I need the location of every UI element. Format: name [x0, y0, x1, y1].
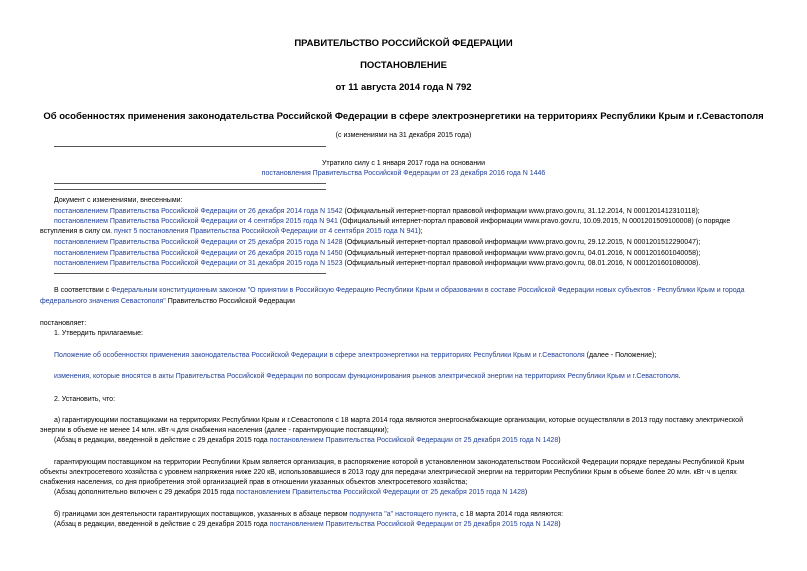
regulation-link[interactable]: Положение об особенностях применения законодательства Российской Федерации в сфере электроэнергетики на территориях Республики Крым и г.Севастополя	[54, 352, 585, 359]
amendment-item: постановлением Правительства Российской Федерации от 25 декабря 2015 года N 1428 (Официальный интернет-портал правовой информации www.pravo.gov.ru, 29.12.2015, N 0001201512290047);	[54, 239, 701, 246]
divider	[54, 146, 326, 147]
amendment-item: постановлением Правительства Российской Федерации от 4 сентября 2015 года N 941 (Официальный интернет-портал правовой информации www.pravo.gov.ru, 10.09.2015, N 0001201509100008) (о порядке	[54, 218, 731, 225]
amendments-intro: Документ с изменениями, внесенными:	[54, 197, 183, 204]
note-link[interactable]: постановлением Правительства Российской Федерации от 25 декабря 2015 года N 1428	[236, 489, 525, 496]
expired-note: Утратило силу с 1 января 2017 года на основании	[321, 160, 486, 167]
amendment-link[interactable]: постановлением Правительства Российской Федерации от 25 декабря 2015 года N 1428	[54, 239, 343, 246]
preamble-line-continuation: федерального значения Севастополя" Правительство Российской Федерации	[40, 298, 295, 305]
expired-link[interactable]: постановления Правительства Российской Федерации от 23 декабря 2016 года N 1446	[261, 170, 546, 177]
government-heading: ПРАВИТЕЛЬСТВО РОССИЙСКОЙ ФЕДЕРАЦИИ	[294, 38, 513, 49]
amended-note: (с изменениями на 31 декабря 2015 года)	[335, 132, 472, 139]
amendment-link[interactable]: постановлением Правительства Российской Федерации от 26 декабря 2015 года N 1450	[54, 250, 343, 257]
amendment-item: постановлением Правительства Российской Федерации от 26 декабря 2014 года N 1542 (Официальный интернет-портал правовой информации www.pravo.gov.ru, 31.12.2014, N 0001201412310118);	[54, 208, 700, 215]
amendment-link[interactable]: пункт 5 постановления Правительства Российской Федерации от 4 сентября 2015 года N 941	[114, 228, 419, 235]
paragraph-a-line2: энергии в объеме не менее 14 млн. кВт·ч для снабжения населения (далее - гарантирующие поставщики);	[40, 427, 389, 434]
paragraph-g-note: (Абзац дополнительно включен с 29 декабря 2015 года постановлением Правительства Российской Федерации от 25 декабря 2015 года N 1428)	[54, 489, 528, 496]
federal-law-link[interactable]: Федеральным конституционным законом "О принятии в Российскую Федерацию Республики Крым и образовании в составе Российской Федерации новых субъектов - Республики Крым и города	[111, 287, 745, 294]
amendment-link[interactable]: постановлением Правительства Российской Федерации от 31 декабря 2015 года N 1523	[54, 260, 343, 267]
paragraph-1b: изменения, которые вносятся в акты Правительства Российской Федерации по вопросам функционирования рынков электрической энергии на территориях Республики Крым и г.Севастополя.	[54, 373, 681, 380]
preamble-line: В соответствии с Федеральным конституционным законом "О принятии в Российскую Федерацию Республики Крым и образовании в составе Российской Федерации новых субъектов - Республики Крым и города	[54, 287, 745, 294]
paragraph-1: 1. Утвердить прилагаемые:	[54, 330, 143, 337]
subparagraph-link[interactable]: подпункта "а" настоящего пункта	[349, 511, 457, 518]
paragraph-b: б) границами зон деятельности гарантирующих поставщиков, указанных в абзаце первом подпункта "а" настоящего пункта, с 18 марта 2014 года являются:	[54, 511, 564, 518]
paragraph-b-note: (Абзац в редакции, введенной в действие с 29 декабря 2015 года постановлением Правительства Российской Федерации от 25 декабря 2015 года N 1428)	[54, 521, 561, 528]
amendment-link[interactable]: постановлением Правительства Российской Федерации от 26 декабря 2014 года N 1542	[54, 208, 343, 215]
amendment-item: постановлением Правительства Российской Федерации от 26 декабря 2015 года N 1450 (Официальный интернет-портал правовой информации www.pravo.gov.ru, 04.01.2016, N 0001201601040058);	[54, 250, 701, 257]
divider	[54, 183, 326, 184]
paragraph-g-line2: объекты электросетевого хозяйства с уровнем напряжения ниже 220 кВ, использовавшиеся в 2013 году для передачи электрической энергии на территории Республики Крым в объеме более 20 млн. кВт·ч в целях	[40, 469, 737, 476]
amendment-item: постановлением Правительства Российской Федерации от 31 декабря 2015 года N 1523 (Официальный интернет-портал правовой информации www.pravo.gov.ru, 08.01.2016, N 0001201601080008).	[54, 260, 701, 267]
paragraph-g-line1: гарантирующим поставщиком на территории Республики Крым является организация, в распоряжение которой в установленном законодательством Российской Федерации порядке переданы Республикой Крым	[54, 459, 745, 466]
document-title: Об особенностях применения законодательства Российской Федерации в сфере электроэнергетики на территориях Республики Крым и г.Севастополя	[43, 111, 764, 122]
decrees-word: постановляет:	[40, 320, 87, 327]
paragraph-1a: Положение об особенностях применения законодательства Российской Федерации в сфере электроэнергетики на территориях Республики Крым и г.Севастополя (далее - Положение);	[54, 352, 657, 359]
paragraph-2: 2. Установить, что:	[54, 396, 116, 403]
doc-type-heading: ПОСТАНОВЛЕНИЕ	[360, 60, 447, 71]
paragraph-a-line1: а) гарантирующими поставщиками на территориях Республики Крым и г.Севастополя с 18 марта 2014 года являются энергоснабжающие организации, которые осуществляли в 2013 году поставку электрической	[54, 417, 743, 424]
date-number-heading: от 11 августа 2014 года N 792	[335, 82, 472, 93]
divider	[54, 189, 326, 190]
note-link[interactable]: постановлением Правительства Российской Федерации от 25 декабря 2015 года N 1428	[269, 521, 559, 528]
federal-law-link-cont[interactable]: федерального значения Севастополя"	[40, 298, 166, 305]
amendment-item-continuation: вступления в силу см. пункт 5 постановления Правительства Российской Федерации от 4 сентября 2015 года N 941);	[40, 228, 423, 235]
amendment-link[interactable]: постановлением Правительства Российской Федерации от 4 сентября 2015 года N 941	[54, 218, 338, 225]
changes-link[interactable]: изменения, которые вносятся в акты Правительства Российской Федерации по вопросам функционирования рынков электрической энергии на территориях Республики Крым и г.Севастополя	[54, 373, 679, 380]
note-link[interactable]: постановлением Правительства Российской Федерации от 25 декабря 2015 года N 1428	[269, 437, 559, 444]
paragraph-g-line3: снабжения населения, со дня приобретения этой организацией прав в отношении указанных объектов электросетевого хозяйства;	[40, 479, 468, 486]
paragraph-a-note: (Абзац в редакции, введенной в действие с 29 декабря 2015 года постановлением Правительства Российской Федерации от 25 декабря 2015 года N 1428)	[54, 437, 561, 444]
divider	[54, 273, 326, 274]
